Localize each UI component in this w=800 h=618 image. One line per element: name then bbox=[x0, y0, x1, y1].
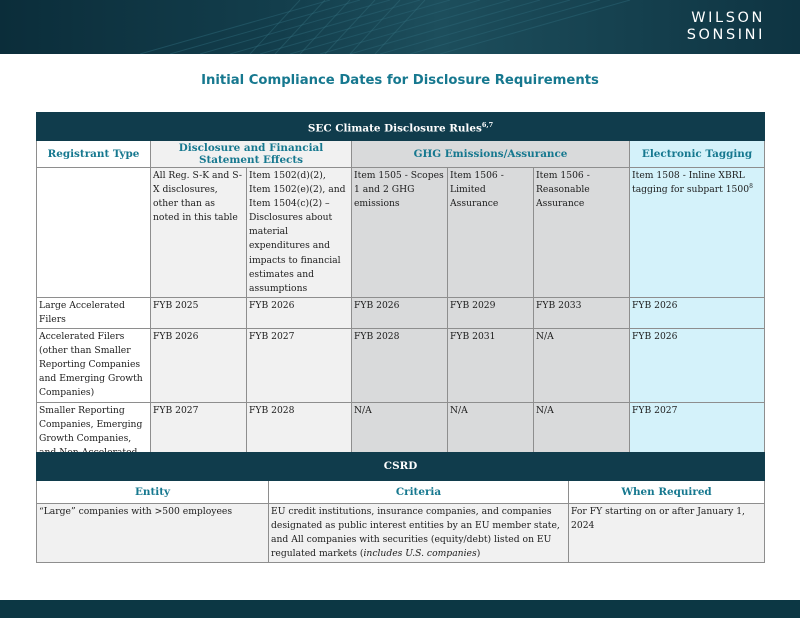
table-cell: N/A bbox=[534, 329, 630, 402]
table-cell: N/A bbox=[448, 402, 534, 475]
sec-climate-table bbox=[36, 112, 765, 476]
table-cell: FYB 2026 bbox=[630, 297, 765, 328]
table-cell: FYB 2028 bbox=[247, 402, 352, 475]
table-cell: FYB 2026 bbox=[247, 297, 352, 328]
page-title: Initial Compliance Dates for Disclosure Requirements bbox=[201, 73, 599, 88]
table-cell: N/A bbox=[352, 402, 448, 475]
table-cell: FYB 2033 bbox=[534, 297, 630, 328]
csrd-table bbox=[36, 452, 765, 563]
table-cell: FYB 2027 bbox=[151, 402, 247, 475]
header-ghg: GHG Emissions/Assurance bbox=[352, 141, 630, 168]
table-row bbox=[37, 504, 765, 563]
desc-tagging-text: Item 1508 - Inline XBRL tagging for subpart 1500 bbox=[632, 170, 750, 196]
row-label: Accelerated Filers (other than Smaller Reporting Companies and Emerging Growth Companies) bbox=[37, 329, 151, 402]
entity-cell: “Large” companies with >500 employees bbox=[37, 504, 269, 563]
table-cell: FYB 2031 bbox=[448, 329, 534, 402]
table-cell: FYB 2029 bbox=[448, 297, 534, 328]
table-cell: FYB 2027 bbox=[247, 329, 352, 402]
logo-line-2: SONSINI bbox=[686, 27, 765, 43]
sec-table-title bbox=[37, 113, 765, 141]
header-tagging: Electronic Tagging bbox=[630, 141, 765, 168]
desc-tagging-footnote: 8 bbox=[749, 183, 753, 191]
sec-title-footnote: 6,7 bbox=[481, 120, 494, 129]
criteria-italic-text: includes U.S. companies bbox=[363, 548, 477, 560]
desc-cell: Item 1505 - Scopes 1 and 2 GHG emissions bbox=[352, 168, 448, 298]
desc-cell: Item 1506 - Reasonable Assurance bbox=[534, 168, 630, 298]
criteria-text: EU credit institutions, insurance companies, and companies designated as public interest entities by an EU member state, and All companies with securities (equity/debt) listed on EU regulated markets ( bbox=[271, 506, 560, 560]
when-required-cell: For FY starting on or after January 1, 2024 bbox=[569, 504, 765, 563]
description-row bbox=[37, 168, 765, 298]
table-cell: FYB 2027 bbox=[630, 402, 765, 475]
desc-cell-tagging bbox=[630, 168, 765, 298]
wilson-sonsini-logo bbox=[687, 10, 765, 44]
banner-pattern bbox=[0, 0, 800, 54]
table-cell: FYB 2026 bbox=[352, 297, 448, 328]
header-registrant-type: Registrant Type bbox=[37, 141, 151, 168]
desc-cell: Item 1506 - Limited Assurance bbox=[448, 168, 534, 298]
csrd-table-title: CSRD bbox=[37, 453, 765, 481]
table-cell: FYB 2025 bbox=[151, 297, 247, 328]
criteria-end-text: ) bbox=[476, 548, 481, 560]
criteria-cell bbox=[269, 504, 569, 563]
desc-cell bbox=[37, 168, 151, 298]
table-cell: FYB 2028 bbox=[352, 329, 448, 402]
table-row bbox=[37, 329, 765, 402]
header-disclosure: Disclosure and Financial Statement Effects bbox=[151, 141, 352, 168]
table-cell: FYB 2026 bbox=[630, 329, 765, 402]
footer-band bbox=[0, 600, 800, 618]
header-entity: Entity bbox=[37, 481, 269, 504]
header-banner bbox=[0, 0, 800, 54]
desc-cell: Item 1502(d)(2), Item 1502(e)(2), and Item 1504(c)(2) – Disclosures about material expenditures and impacts to financial estimates and assumptions bbox=[247, 168, 352, 298]
table-row bbox=[37, 297, 765, 328]
table-cell: FYB 2026 bbox=[151, 329, 247, 402]
logo-line-1: WILSON bbox=[691, 10, 765, 26]
row-label: Smaller Reporting Companies, Emerging Growth Companies, bbox=[37, 402, 151, 475]
header-when-required: When Required bbox=[569, 481, 765, 504]
header-criteria: Criteria bbox=[269, 481, 569, 504]
sec-title-text: SEC Climate Disclosure Rules bbox=[307, 122, 482, 135]
table-cell: N/A bbox=[534, 402, 630, 475]
row-label: Large Accelerated Filers bbox=[37, 297, 151, 328]
desc-cell: All Reg. S-K and S-X disclosures, other than as noted in this table bbox=[151, 168, 247, 298]
